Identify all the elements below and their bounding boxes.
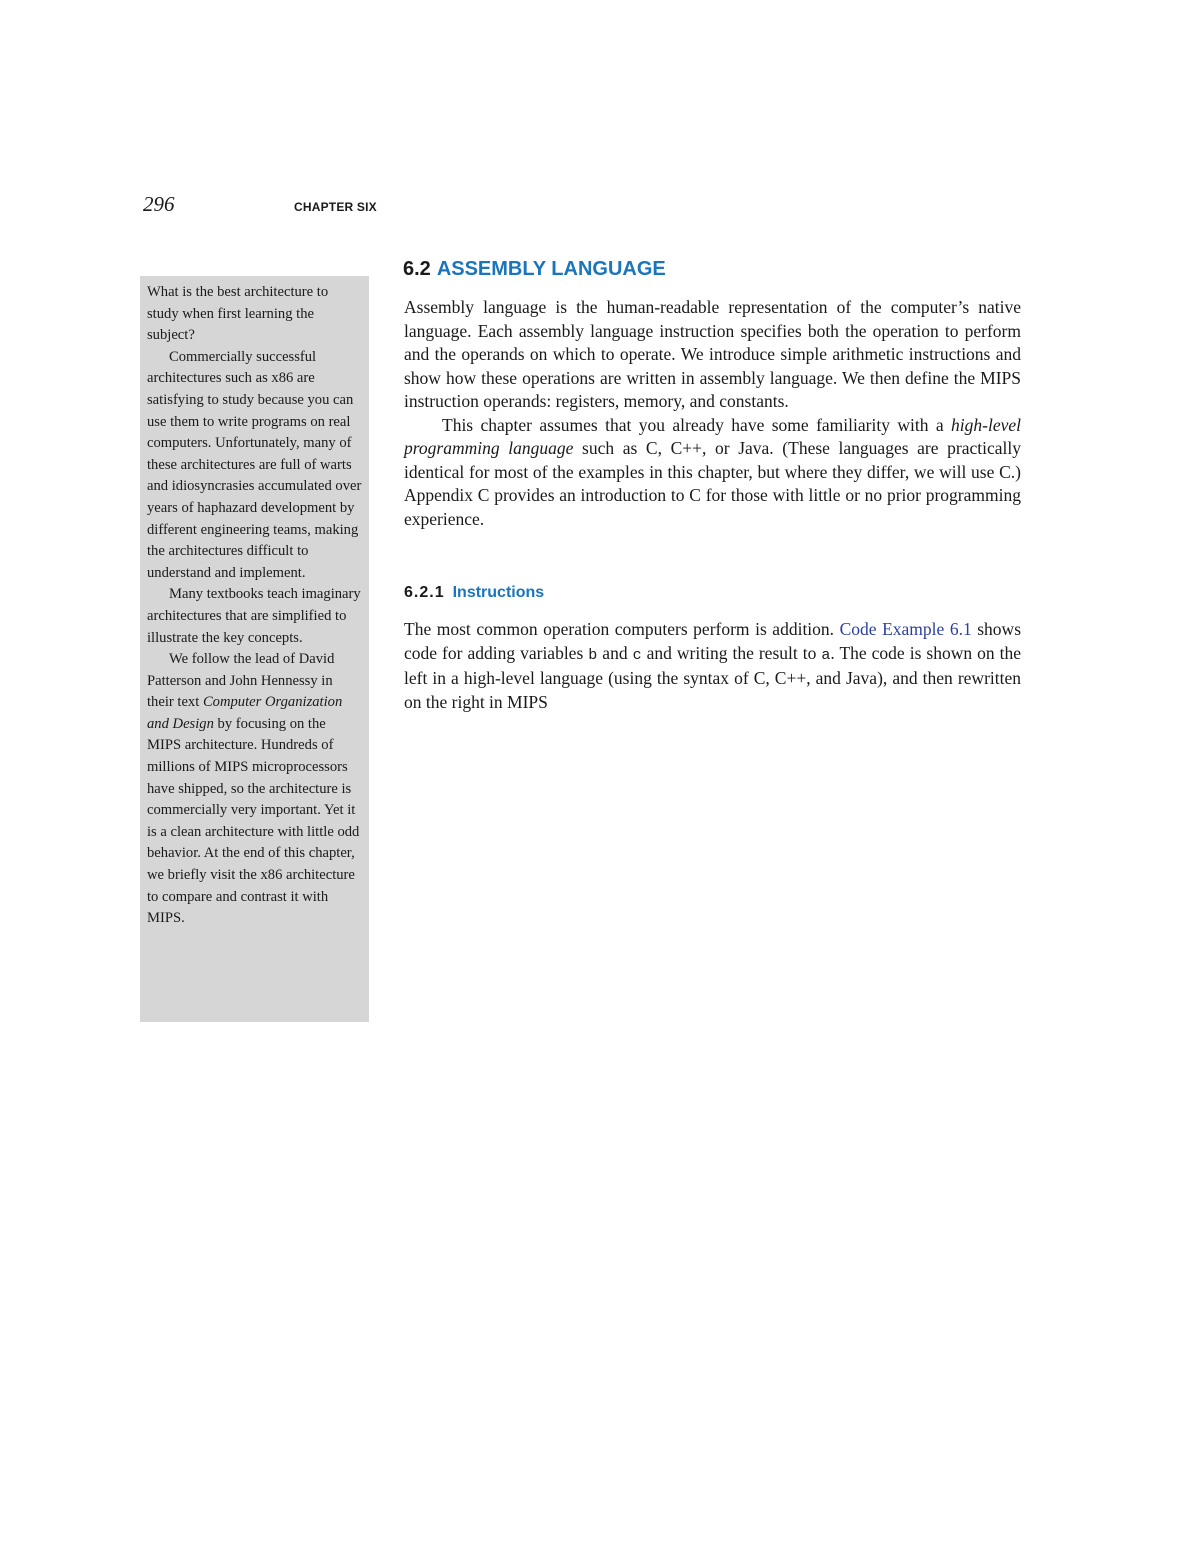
body-text: This chapter assumes that you already have some familiarity with a <box>442 414 952 435</box>
emphasized-term: high-level programming language <box>404 414 1021 458</box>
subsection-body <box>404 618 1021 714</box>
sidebar-text: by focusing on the MIPS architecture. Hundreds of millions of MIPS microprocessors have shipped, so the architecture is commercially very important. Yet it is a clean architecture with little odd behavior. At the end of this chapter, we briefly visit the x86 architecture to compare and contrast it with MIPS. <box>147 715 360 927</box>
body-text: shows code for adding variables <box>404 619 1022 663</box>
section-body <box>404 296 1021 531</box>
body-text: and <box>597 642 633 663</box>
chapter-label: CHAPTER SIX <box>294 200 377 214</box>
sidebar-note <box>140 276 369 1022</box>
body-paragraph: Assembly language is the human-readable representation of the computer’s native language. Each assembly language instruction specifies both the operation to perform and the operands on which to operate. We introduce simple arithmetic instructions and show how these operations are written in assembly language. We then define the MIPS instruction operands: registers, memory, and constants. <box>404 297 1021 411</box>
body-text: and writing the result to <box>641 642 822 663</box>
body-paragraph <box>404 414 1021 532</box>
subsection-title: Instructions <box>452 584 545 601</box>
code-variable-c: c <box>632 646 642 664</box>
book-title: Computer Organization and Design <box>147 694 343 732</box>
sidebar-paragraph-4 <box>147 649 363 930</box>
page-number: 296 <box>143 192 175 216</box>
subsection-number: 6.2.1 <box>404 584 445 601</box>
body-text: The most common operation computers perform is addition. <box>404 619 840 639</box>
body-text: such as C, C++, or Java. (These languages are practically identical for most of the examples in this chapter, but where they differ, we will use C.) Appendix C provides an introduction to C for those with little or no prior programming experience. <box>404 438 1021 529</box>
body-paragraph <box>404 618 1021 714</box>
body-text: . The code is shown on the left in a high-level language (using the syntax of C, C++, and Java), and then rewritten on the right in MIPS <box>404 642 1021 712</box>
sidebar-paragraph-3: Many textbooks teach imaginary architectures that are simplified to illustrate the key concepts. <box>147 586 361 646</box>
code-variable-a: a <box>821 646 831 664</box>
section-heading <box>403 258 666 281</box>
sidebar-paragraph-1: What is the best architecture to study when first learning the subject? <box>147 284 329 344</box>
code-example-link[interactable]: Code Example 6.1 <box>839 619 972 639</box>
subsection-heading <box>404 584 544 602</box>
sidebar-paragraph-2: Commercially successful architectures such as x86 are satisfying to study because you can use them to write programs on real computers. Unfortunately, many of these architectures are full of warts and idiosyncrasies accumulated over years of haphazard development by different engineering teams, making the architectures difficult to understand and implement. <box>147 348 362 581</box>
code-variable-b: b <box>588 646 598 664</box>
section-title: ASSEMBLY LANGUAGE <box>436 258 666 280</box>
section-number: 6.2 <box>403 258 431 280</box>
sidebar-text: We follow the lead of David Patterson and John Hennessy in their text <box>147 651 335 711</box>
